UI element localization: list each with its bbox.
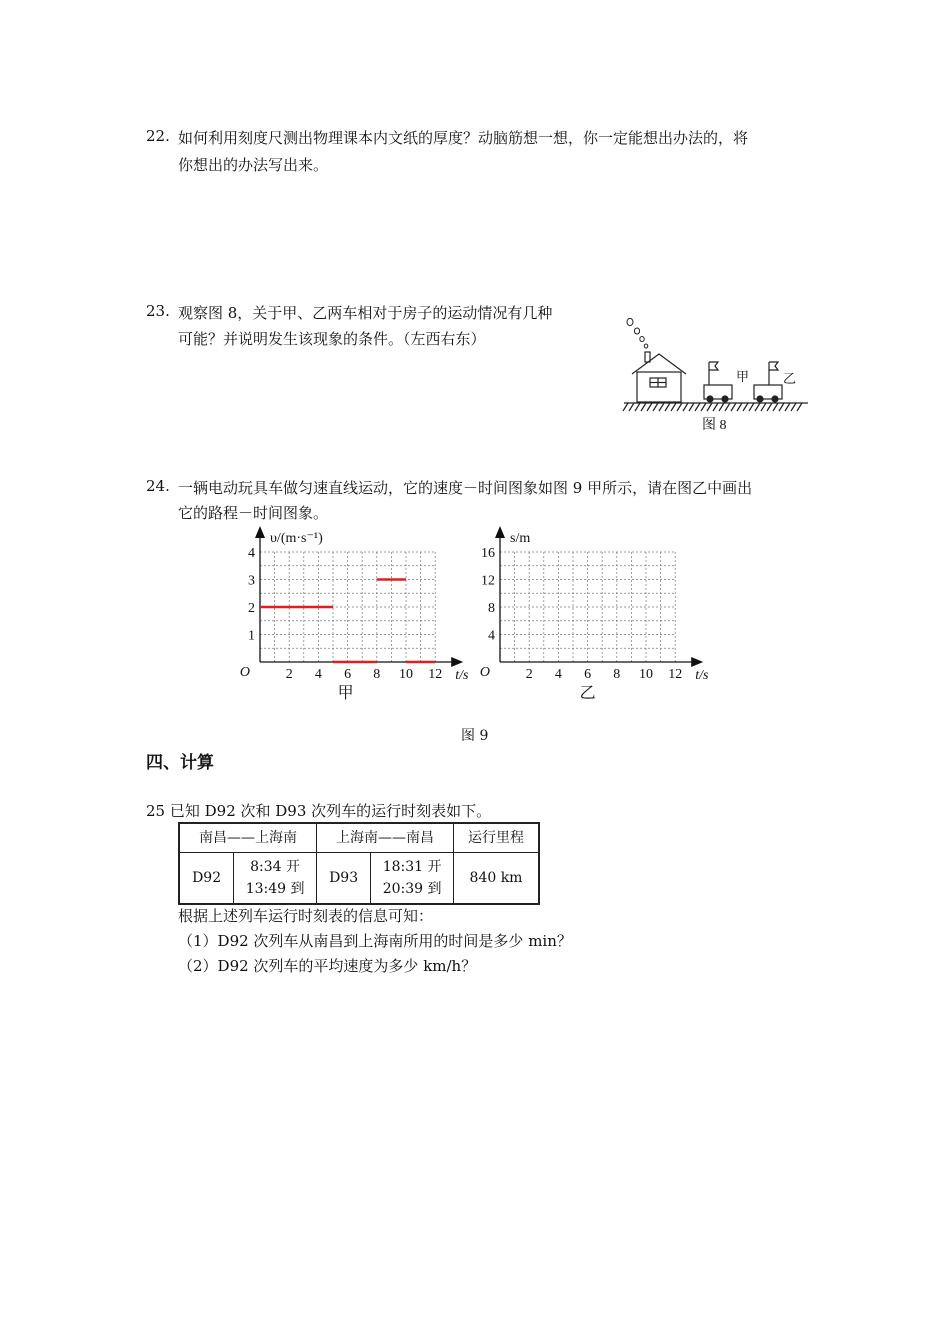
timetable-d92-times (234, 853, 317, 905)
y-axis-label: υ/(m·s⁻¹) (270, 531, 323, 546)
origin-label: O (479, 665, 490, 680)
ground-hatch-mark (737, 403, 742, 411)
ground-hatch-mark (743, 403, 748, 411)
y-tick-label: 16 (481, 546, 495, 561)
question-22-number: 22. (146, 127, 170, 145)
x-tick-label: 2 (525, 667, 533, 682)
timetable-d93-depart: 18:31 开 (382, 859, 442, 875)
x-tick-label: 12 (428, 667, 443, 682)
question-22-line-1: 如何利用刻度尺测出物理课本内文纸的厚度？动脑筋想一想，你一定能想出办法的，将 (178, 129, 749, 147)
ground-hatch-mark (773, 403, 778, 411)
timetable-header-nc-sh: 南昌——上海南 (179, 823, 317, 853)
ground-icon (623, 403, 808, 411)
house-icon (632, 352, 686, 402)
question-24-line-1: 一辆电动玩具车做匀速直线运动，它的速度－时间图象如图 9 甲所示，请在图乙中画出 (178, 479, 753, 497)
x-tick-label: 12 (668, 667, 683, 682)
timetable-header-distance: 运行里程 (454, 823, 540, 853)
figure-9-caption: 图 9 (461, 728, 489, 744)
car-b-label: 乙 (783, 371, 797, 386)
chart-distance-time[interactable] (470, 520, 720, 710)
question-24-number: 24. (146, 477, 170, 495)
ground-hatch-mark (725, 403, 730, 411)
question-22-line-2: 你想出的办法写出来。 (178, 156, 329, 174)
ground-hatch-mark (749, 403, 754, 411)
ground-hatch-mark (653, 403, 658, 411)
y-tick-label: 2 (248, 601, 255, 616)
question-25-sub-2: （2）D92 次列车的平均速度为多少 km/h？ (178, 957, 477, 975)
timetable (178, 822, 540, 905)
x-tick-label: 8 (613, 667, 621, 682)
y-axis-arrow (495, 526, 505, 538)
x-axis-arrow (451, 657, 463, 667)
y-tick-label: 3 (248, 573, 255, 589)
timetable-d92-arrive: 13:49 到 (245, 881, 305, 897)
question-23-line-2: 可能？并说明发生该现象的条件。（左西右东） (178, 330, 486, 348)
y-axis-arrow (255, 526, 265, 538)
ground-hatch-mark (713, 403, 718, 411)
y-tick-label: 4 (248, 546, 255, 561)
ground-hatch-mark (695, 403, 700, 411)
chart-caption: 乙 (579, 685, 596, 702)
x-tick-label: 2 (285, 667, 293, 682)
ground-hatch-mark (755, 403, 760, 411)
x-tick-label: 10 (639, 667, 653, 682)
timetable-d92-depart: 8:34 开 (250, 859, 301, 875)
question-24-line-2: 它的路程－时间图象。 (178, 504, 329, 522)
x-tick-label: 4 (314, 667, 322, 682)
y-tick-label: 12 (481, 573, 495, 589)
ground-hatch-mark (719, 403, 724, 411)
timetable-d93-train: D93 (317, 853, 371, 905)
figure-8 (618, 312, 814, 438)
y-axis-label: s/m (510, 531, 531, 546)
ground-hatch-mark (779, 403, 784, 411)
ground-hatch-mark (641, 403, 646, 411)
question-25-sub-1: （1）D92 次列车从南昌到上海南所用的时间是多少 min？ (178, 932, 572, 950)
ground-hatch-mark (707, 403, 712, 411)
chart-velocity-time (230, 520, 480, 710)
car-b-icon (754, 362, 782, 402)
x-tick-label: 6 (344, 667, 352, 682)
y-tick-label: 8 (488, 601, 495, 616)
ground-hatch-mark (767, 403, 772, 411)
ground-hatch-mark (659, 403, 664, 411)
ground-hatch-mark (791, 403, 796, 411)
ground-hatch-mark (797, 403, 802, 411)
section-title: 四、计算 (146, 753, 214, 773)
x-tick-label: 10 (399, 667, 413, 682)
x-axis-arrow (691, 657, 703, 667)
ground-hatch-mark (683, 403, 688, 411)
chart-caption: 甲 (337, 685, 354, 702)
ground-hatch-mark (689, 403, 694, 411)
y-tick-label: 1 (248, 628, 255, 644)
timetable-d93-times (371, 853, 454, 905)
x-axis-label: t/s (455, 668, 469, 683)
ground-hatch-mark (677, 403, 682, 411)
question-25-intro: 25 已知 D92 次和 D93 次列车的运行时刻表如下。 (146, 802, 492, 820)
ground-hatch-mark (761, 403, 766, 411)
timetable-d92-train: D92 (179, 853, 234, 905)
ground-hatch-mark (635, 403, 640, 411)
ground-hatch-mark (629, 403, 634, 411)
ground-hatch-mark (623, 403, 628, 411)
ground-hatch-mark (671, 403, 676, 411)
question-23-line-1: 观察图 8，关于甲、乙两车相对于房子的运动情况有几种 (178, 304, 553, 322)
smoke-icon (627, 318, 648, 348)
figure-8-caption: 图 8 (702, 418, 727, 433)
timetable-d93-arrive: 20:39 到 (382, 881, 442, 897)
car-a-icon (704, 362, 732, 402)
question-25-after: 根据上述列车运行时刻表的信息可知： (178, 907, 434, 925)
y-tick-label: 4 (488, 628, 495, 644)
timetable-header-sh-nc: 上海南——南昌 (317, 823, 454, 853)
origin-label: O (239, 665, 250, 680)
ground-hatch-mark (665, 403, 670, 411)
timetable-distance: 840 km (454, 853, 540, 905)
question-23-number: 23. (146, 302, 170, 320)
car-a-label: 甲 (736, 369, 750, 384)
ground-hatch-mark (785, 403, 790, 411)
x-tick-label: 8 (373, 667, 381, 682)
ground-hatch-mark (731, 403, 736, 411)
ground-hatch-mark (701, 403, 706, 411)
ground-hatch-mark (647, 403, 652, 411)
x-tick-label: 6 (584, 667, 592, 682)
x-tick-label: 4 (554, 667, 562, 682)
x-axis-label: t/s (695, 668, 709, 683)
